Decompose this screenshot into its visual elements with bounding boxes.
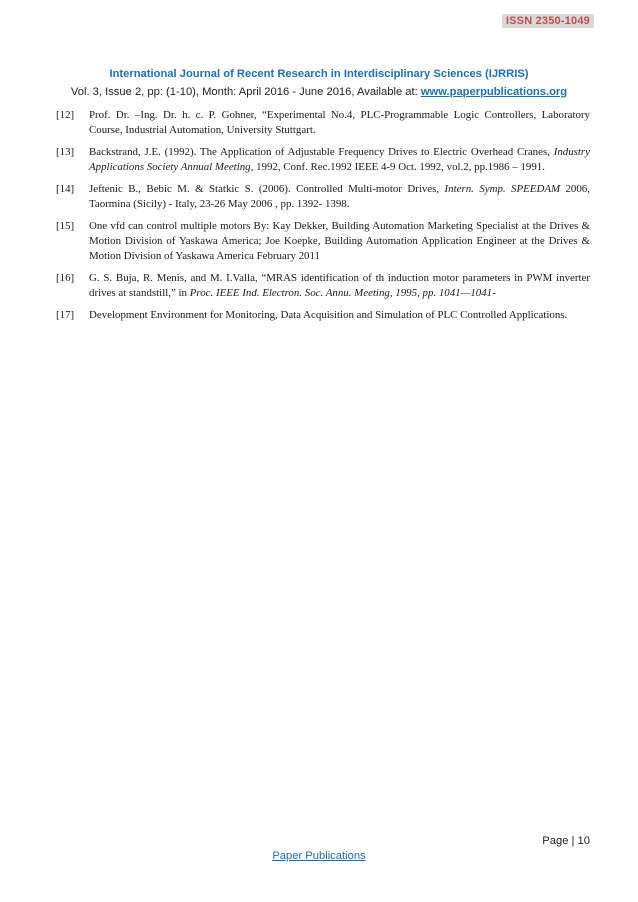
- reference-segment: One vfd can control multiple motors By: Kay Dekker, Building Automation Marketing Specialist at the Drives & Motion Division of Yaskawa America; Joe Koepke, Building Automation Application Engineer at the Drives & Motion Division of Yaskawa America February 2011: [89, 220, 590, 262]
- issn-label: ISSN 2350-1049: [502, 14, 594, 28]
- reference-segment: Jeftenic B., Bebic M. & Statkic S. (2006). Controlled Multi-motor Drives,: [89, 183, 445, 195]
- reference-number: [14]: [56, 183, 75, 195]
- reference-item: [56, 219, 590, 264]
- reference-item: [56, 108, 590, 138]
- journal-title: International Journal of Recent Research in Interdisciplinary Sciences (IJRRIS): [109, 68, 529, 80]
- reference-item: [56, 145, 590, 175]
- reference-segment: G. S. Buja, R. Menis, and M. I.Valla, “MRAS identification of th induction motor parameters in PWM inverter drives at standstill,” in: [89, 272, 590, 299]
- reference-number: [13]: [56, 146, 75, 158]
- reference-item: [56, 271, 590, 301]
- reference-number: [12]: [56, 109, 75, 121]
- publisher-link[interactable]: Paper Publications: [272, 850, 366, 862]
- page-number: Page | 10: [542, 835, 590, 847]
- reference-text: [89, 308, 590, 323]
- reference-segment: Prof. Dr. –Ing. Dr. h. c. P. Gohner, “Experimental No.4, PLC-Programmable Logic Controllers, Laboratory Course, Industrial Automation, University Stuttgart.: [89, 109, 590, 136]
- reference-segment: Backstrand, J.E. (1992). The Application of Adjustable Frequency Drives to Electric Overhead Cranes,: [89, 146, 554, 158]
- reference-segment: , 1992, Conf. Rec.1992 IEEE 4-9 Oct. 1992, vol.2, pp.1986 – 1991.: [250, 161, 545, 173]
- reference-number: [15]: [56, 220, 75, 232]
- reference-segment: Development Environment for Monitoring, Data Acquisition and Simulation of PLC Controlled Applications.: [89, 309, 568, 321]
- reference-text: [89, 182, 590, 212]
- reference-text: [89, 271, 590, 301]
- reference-text: [89, 145, 590, 175]
- volume-line: [0, 86, 638, 98]
- reference-item: [56, 182, 590, 212]
- website-link[interactable]: www.paperpublications.org: [420, 86, 568, 98]
- reference-italic-segment: Industry Applications Society Annual Meeting: [89, 146, 590, 173]
- reference-number: [17]: [56, 309, 75, 321]
- reference-list: [56, 108, 590, 330]
- reference-number: [16]: [56, 272, 75, 284]
- reference-italic-segment: Intern. Symp. SPEEDAM: [444, 183, 561, 195]
- reference-text: [89, 108, 590, 138]
- volume-info: Vol. 3, Issue 2, pp: (1-10), Month: April 2016 - June 2016, Available at:: [70, 86, 421, 98]
- reference-item: [56, 308, 590, 323]
- reference-segment: 2006, Taormina (Sicily) - Italy, 23-26 May 2006 , pp. 1392- 1398.: [89, 183, 590, 210]
- reference-italic-segment: Proc. IEEE Ind. Electron. Soc. Annu. Meeting, 1995, pp. 1041—1041-: [189, 287, 496, 299]
- reference-text: [89, 219, 590, 264]
